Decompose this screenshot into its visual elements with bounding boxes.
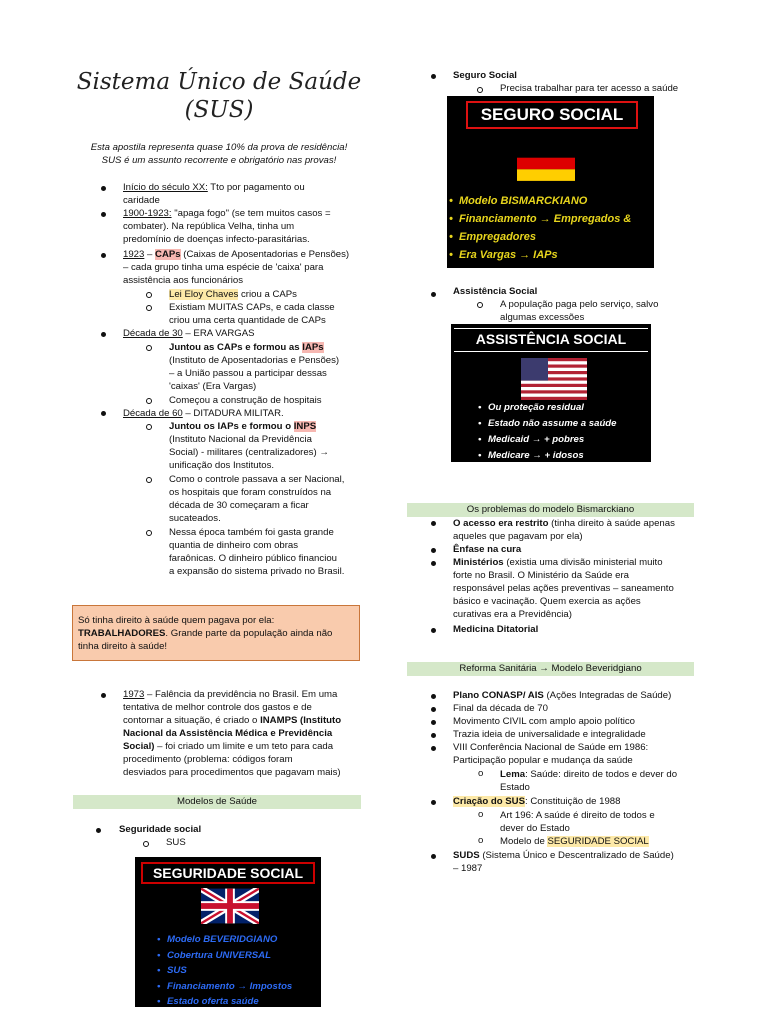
title-line-2: (SUS) [184, 97, 254, 123]
seguro-social-image [447, 96, 654, 268]
item-text: unificação dos Institutos. [169, 460, 275, 471]
sub-item-sus: SUS [166, 837, 186, 848]
item-text: – [144, 249, 156, 260]
item-text: – cada grupo tinha uma espécie de 'caixa' para [123, 262, 324, 273]
callout-box [72, 605, 360, 661]
sub-bullet-icon: o [478, 835, 484, 846]
bullet-icon [101, 253, 106, 258]
sub-bullet-icon [146, 305, 152, 311]
sub-bullet-icon [146, 424, 152, 430]
item-label: Seguridade social [119, 824, 202, 835]
item-text: Modelo de [500, 836, 548, 847]
highlight-inps: INPS [293, 421, 317, 432]
highlight-seguridade: SEGURIDADE SOCIAL [547, 836, 649, 847]
title-line-1: Sistema Único de Saúde [76, 69, 362, 95]
list-item-universalidade: Trazia ideia de universalidade e integralidade [453, 729, 646, 740]
callout-text: tinha direito à saúde! [78, 641, 168, 652]
item-text: algumas excessões [500, 312, 585, 323]
item-text: Como o controle passava a ser Nacional, [169, 474, 345, 485]
item-label: Década de 30 [123, 328, 183, 339]
item-text: assistência aos funcionários [123, 275, 243, 286]
list-item-decada-30 [123, 327, 363, 340]
bullet-icon [96, 828, 101, 833]
item-text: – a União passou a participar dessas [169, 368, 327, 379]
bullet-icon [431, 548, 436, 553]
image-list [478, 400, 617, 462]
list-item-1973 [123, 688, 365, 779]
highlight-caps: CAPs [155, 249, 181, 260]
bullet-icon [431, 746, 436, 751]
assistencia-social-image [451, 324, 651, 462]
callout-bold: TRABALHADORES [78, 628, 166, 639]
list-item-criacao-sus [453, 795, 693, 808]
bullet-icon [431, 800, 436, 805]
item-text: (Instituto Nacional da Previdência [169, 434, 312, 445]
sub-bullet-icon: o [478, 809, 484, 820]
list-item: • Modelo BEVERIDGIANO [157, 932, 292, 948]
item-text: predomínio de doenças infecto-parasitárias. [123, 234, 310, 245]
uk-flag-icon [201, 888, 259, 924]
item-text: – 1987 [453, 863, 483, 874]
item-text: Social) - militares (centralizadores) → [169, 447, 329, 458]
section-banner-problemas: Os problemas do modelo Bismarckiano [407, 503, 694, 517]
highlight-criacao-sus: Criação do SUS [453, 796, 525, 807]
item-text: Participação popular e mudança da saúde [453, 755, 633, 766]
item-label: Ministérios [453, 557, 504, 568]
list-item: • Empregadores [449, 228, 631, 246]
item-bold: INAMPS (Instituto [260, 715, 342, 726]
highlight-iaps: IAPs [302, 342, 324, 353]
bullet-icon [101, 693, 106, 698]
list-item-enfase-cura: Ênfase na cura [453, 544, 522, 555]
item-bold: Social) [123, 741, 155, 752]
sub-bullet-icon [146, 530, 152, 536]
item-text: (Ações Integradas de Saúde) [543, 690, 672, 701]
page-title [74, 68, 364, 124]
item-text: básico e vacinação. Quem exercia as ações [453, 596, 641, 607]
bullet-icon [101, 332, 106, 337]
sub-item-hospitais: Começou a construção de hospitais [169, 395, 322, 406]
list-item: • Ou proteção residual [478, 400, 617, 416]
item-text: caridade [123, 195, 160, 206]
sub-item-lema [500, 768, 700, 794]
item-text: criou a CAPs [238, 289, 297, 300]
item-label: 1900-1923: [123, 208, 172, 219]
item-text: faraônicas. O dinheiro público financiou [169, 553, 337, 564]
item-text: Existiam MUITAS CAPs, e cada classe [169, 302, 335, 313]
item-text: dever do Estado [500, 823, 570, 834]
list-item-medicina-ditatorial: Medicina Ditatorial [453, 624, 539, 635]
sub-item-juntou-iaps [169, 420, 364, 472]
item-text: década de 30 começaram a ficar [169, 500, 309, 511]
item-text: Nessa época também foi gasta grande [169, 527, 334, 538]
item-label: O acesso era restrito [453, 518, 549, 529]
bullet-icon [431, 292, 436, 297]
item-text: curativas era a Previdência) [453, 609, 572, 620]
sub-item-populacao-paga [500, 298, 700, 324]
list-item: • Cobertura UNIVERSAL [157, 948, 292, 964]
item-text: – ERA VARGAS [182, 328, 255, 339]
image-list [449, 192, 631, 264]
item-text: responsável pelas ações preventivas – saneamento [453, 583, 674, 594]
item-label: Início do século XX: [123, 182, 208, 193]
image-list [157, 932, 292, 1007]
item-text: VIII Conferência Nacional de Saúde em 1986: [453, 742, 649, 753]
item-text: os hospitais que foram construídos na [169, 487, 332, 498]
item-label: Assistência Social [453, 286, 538, 297]
item-label: Década de 60 [123, 408, 183, 419]
sub-item-precisa-trabalhar: Precisa trabalhar para ter acesso a saúde [500, 83, 679, 94]
bullet-icon [431, 74, 436, 79]
item-label: Plano CONASP/ AIS [453, 690, 544, 701]
bullet-icon [431, 733, 436, 738]
list-item: • Medicare → + idosos [478, 448, 617, 462]
image-title: SEGURO SOCIAL [466, 101, 638, 129]
list-item-1923-caps [123, 248, 363, 287]
item-text: "apaga fogo" (se tem muitos casos = [171, 208, 331, 219]
item-text: a expansão do sistema privado no Brasil. [169, 566, 345, 577]
bullet-icon [101, 212, 106, 217]
list-item-decada-60 [123, 407, 363, 420]
section-banner-reforma: Reforma Sanitária → Modelo Beveridgiano [407, 662, 694, 676]
item-text: tentativa de melhor controle dos gastos e de [123, 702, 312, 713]
list-item: • Modelo BISMARCKIANO [449, 192, 631, 210]
item-text: desviados para procedimentos que pagavam mais) [123, 767, 341, 778]
item-text: (existia uma divisão ministerial muito [503, 557, 663, 568]
list-item-acesso-restrito [453, 517, 698, 543]
item-text: – foi criado um limite e um teto para cada [154, 741, 334, 752]
item-text: forte no Brasil. O Ministério da Saúde era [453, 570, 629, 581]
list-item-plano-conasp [453, 689, 698, 702]
sub-item-art-196 [500, 809, 700, 835]
list-item-assistencia-social [453, 285, 693, 298]
item-text: Tto por pagamento ou [207, 182, 305, 193]
item-bold: Nacional da Assistência Médica e Previdência [123, 728, 333, 739]
list-item-suds [453, 849, 698, 875]
sub-bullet-icon [477, 302, 483, 308]
item-text: 'caixas' (Era Vargas) [169, 381, 257, 392]
sub-item-controle-nacional [169, 473, 364, 525]
item-text: aqueles que pagavam por ela) [453, 531, 583, 542]
list-item: • Medicaid → + pobres [478, 432, 617, 448]
callout-text: . Grande parte da população ainda não [165, 628, 333, 639]
bullet-icon [101, 411, 106, 416]
item-text: quantia de dinheiro com obras [169, 540, 299, 551]
item-text: contornar a situação, é criado o [123, 715, 261, 726]
image-title: SEGURIDADE SOCIAL [141, 862, 315, 884]
item-text: combater). Na república Velha, tinha um [123, 221, 295, 232]
item-label: SUDS [453, 850, 480, 861]
list-item: • SUS [157, 963, 292, 979]
germany-flag-icon [517, 145, 575, 182]
item-text: sucateados. [169, 513, 221, 524]
usa-flag-icon [521, 358, 587, 400]
sub-bullet-icon [146, 477, 152, 483]
bullet-icon [431, 854, 436, 859]
highlight-lei-eloy: Lei Eloy Chaves [169, 289, 239, 300]
list-item-movimento-civil: Movimento CIVIL com amplo apoio político [453, 716, 636, 727]
sub-item-juntou-caps [169, 341, 364, 393]
item-label: Lema [500, 769, 526, 780]
bullet-icon [431, 521, 436, 526]
intro-text [74, 141, 364, 167]
item-text: : Constituição de 1988 [524, 796, 621, 807]
list-item-inicio-seculo [123, 181, 363, 207]
list-item-ministerios [453, 556, 701, 621]
sub-item-lei-eloy [169, 288, 364, 301]
intro-line-2: SUS é um assunto recorrente e obrigatório nas provas! [101, 155, 337, 166]
image-title: ASSISTÊNCIA SOCIAL [454, 328, 648, 352]
list-item: • Era Vargas → IAPs [449, 246, 631, 264]
list-item-seguro-social [453, 69, 693, 82]
list-item-1900-1923 [123, 207, 363, 246]
item-text: A população paga pelo serviço, salvo [500, 299, 659, 310]
item-text: criou uma certa quantidade de CAPs [169, 315, 326, 326]
section-banner-modelos: Modelos de Saúde [73, 795, 361, 809]
bullet-icon [431, 707, 436, 712]
item-text: (Caixas de Aposentadorias e Pensões) [180, 249, 350, 260]
bullet-icon [431, 561, 436, 566]
item-text: : Saúde: direito de todos e dever do [525, 769, 678, 780]
item-text: – DITADURA MILITAR. [182, 408, 284, 419]
list-item-seguridade-social [119, 823, 319, 836]
item-text: Art 196: A saúde é direito de todos e [500, 810, 655, 821]
item-text: Juntou as CAPs e formou as [169, 342, 303, 353]
item-text: (Instituto de Aposentadorias e Pensões) [169, 355, 340, 366]
item-label: Seguro Social [453, 70, 517, 81]
item-label: 1973 [123, 689, 145, 700]
item-text: (tinha direito à saúde apenas [548, 518, 675, 529]
sub-item-obras-faraonicas [169, 526, 364, 578]
item-text: Juntou os IAPs e formou o [169, 421, 294, 432]
sub-bullet-icon [146, 292, 152, 298]
sub-bullet-icon [146, 398, 152, 404]
seguridade-social-image [135, 857, 321, 1007]
sub-bullet-icon [477, 87, 483, 93]
item-label: 1923 [123, 249, 145, 260]
list-item: • Estado não assume a saúde [478, 416, 617, 432]
item-text: – Falência da previdência no Brasil. Em uma [144, 689, 338, 700]
sub-bullet-icon: o [478, 768, 484, 779]
list-item: • Financiamento → Empregados & [449, 210, 631, 228]
intro-line-1: Esta apostila representa quase 10% da prova de residência! [90, 142, 348, 153]
item-text: procedimento (problema: códigos foram [123, 754, 293, 765]
callout-text: Só tinha direito à saúde quem pagava por ela: [78, 615, 275, 626]
sub-bullet-icon [143, 841, 149, 847]
list-item: • Financiamento → Impostos [157, 979, 292, 995]
bullet-icon [431, 628, 436, 633]
bullet-icon [431, 720, 436, 725]
list-item-final-decada-70: Final da década de 70 [453, 703, 548, 714]
bullet-icon [101, 186, 106, 191]
sub-bullet-icon [146, 345, 152, 351]
list-item-viii-conferencia [453, 741, 698, 767]
item-text: Estado [500, 782, 530, 793]
list-item: • Estado oferta saúde [157, 994, 292, 1007]
bullet-icon [431, 694, 436, 699]
item-text: (Sistema Único e Descentralizado de Saúde) [479, 850, 674, 861]
sub-item-modelo-seguridade [500, 835, 700, 848]
sub-item-existiam-caps [169, 301, 364, 327]
